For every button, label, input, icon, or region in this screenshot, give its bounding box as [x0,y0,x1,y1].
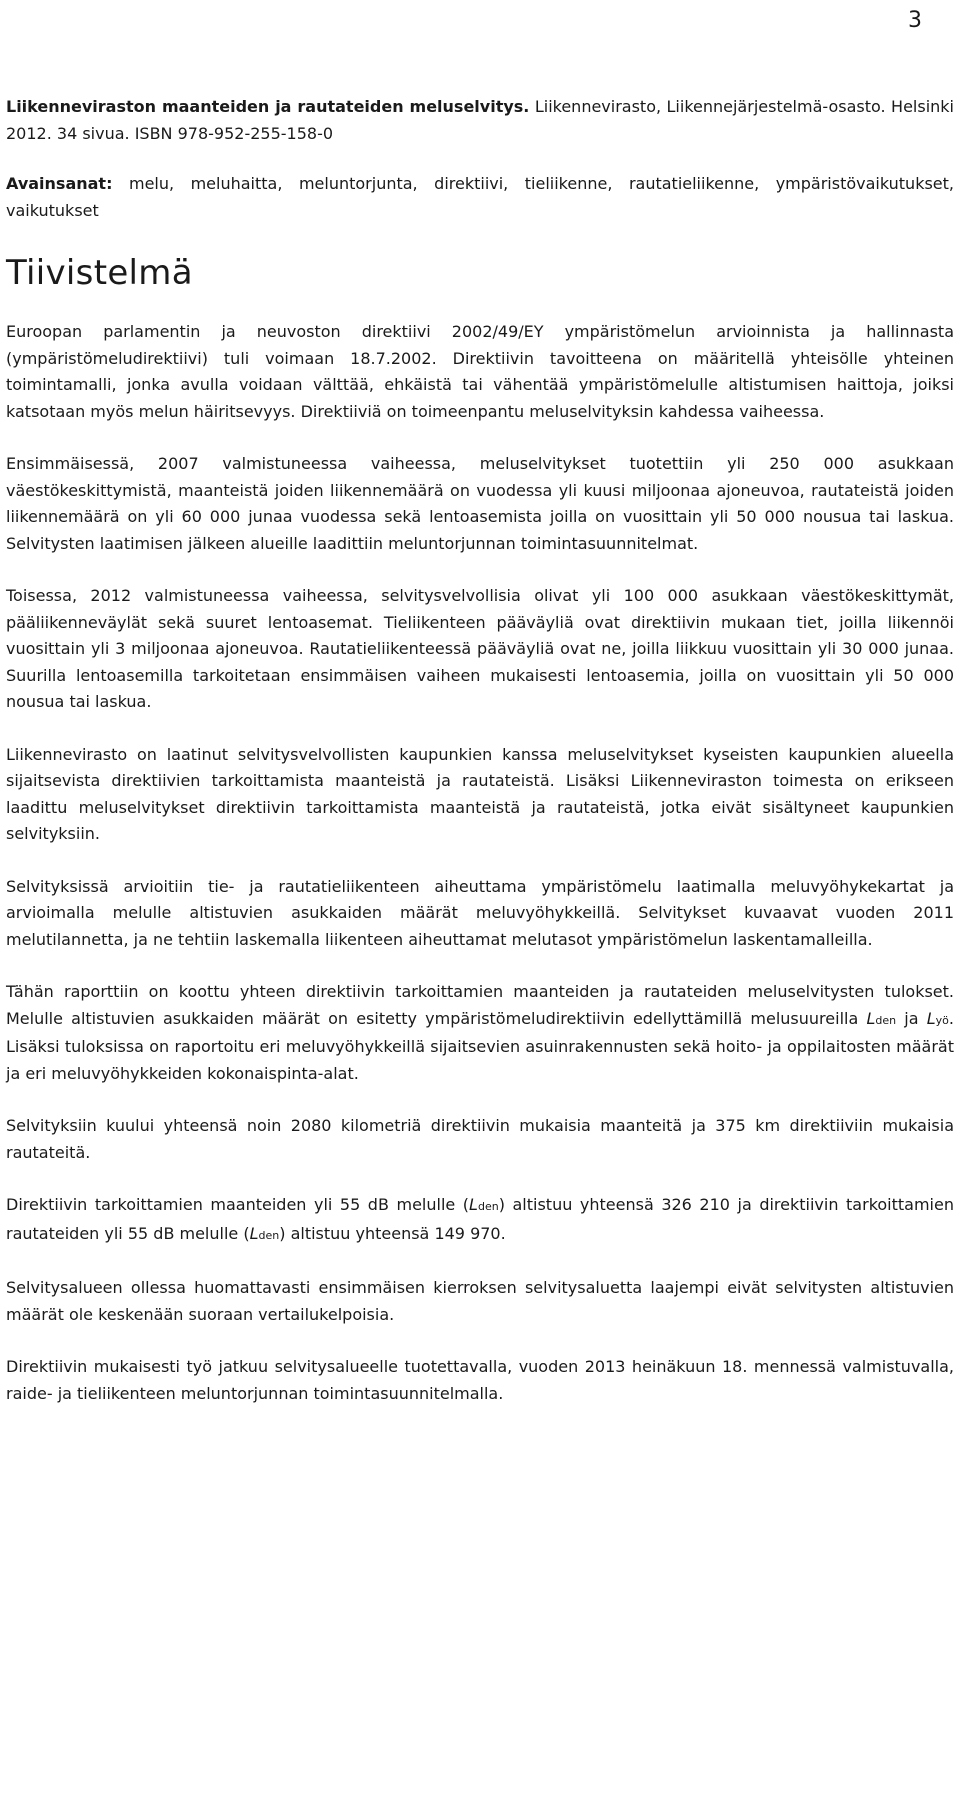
paragraph-8-text-c: ) altistuu yhteensä 149 970. [279,1223,506,1243]
page-content [6,94,954,1433]
paragraph-4: Liikennevirasto on laatinut selvitysvelvollisten kaupunkien kanssa meluselvitykset kyseisten kaupunkien alueella sijaitsevista direktiivien tarkoittamista maanteistä ja rautateistä. Lisäksi Liikenneviraston toimesta on erikseen laadittu meluselvitykset direktiivin tarkoittamista maanteistä ja rautateistä, jotka eivät sisältyneet kaupunkien selvityksiin. [6,744,954,843]
symbol-l-den: L [249,1223,259,1243]
symbol-l-yo: L [926,1008,936,1028]
paragraph-8-text-b: ) altistuu yhteensä 326 210 ja direktiivin tarkoittamien rautateiden yli 55 dB melulle ( [6,1195,954,1243]
paragraph-7: Selvityksiin kuului yhteensä noin 2080 kilometriä direktiivin mukaisia maanteitä ja 375 km direktiiviin mukaisia rautateitä. [6,1116,954,1162]
paragraph-6-text-mid: ja [896,1008,927,1028]
subscript-yo: yö [935,1013,949,1027]
page-number: 3 [908,8,922,33]
paragraph-8-text-a: Direktiivin tarkoittamien maanteiden yli 55 dB melulle ( [6,1195,470,1214]
paragraph-9: Selvitysalueen ollessa huomattavasti ensimmäisen kierroksen selvitysaluetta laajempi eivät selvitysten altistuvien määrät ole keskenään suoraan vertailukelpoisia. [6,1278,954,1324]
paragraph-3: Toisessa, 2012 valmistuneessa vaiheessa, selvitysvelvollisia olivat yli 100 000 asukkaan väestökeskittymät, pääliikenneväylät sekä suuret lentoasemat. Tieliikenteen pääväyliä ovat direktiivin mukaan tiet, joilla liikennöi vuosittain yli 3 miljoonaa ajoneuvoa. Rautatieliikenteessä pääväyliä ovat ne, joilla liikkuu vuosittain yli 30 000 junaa. Suurilla lentoasemilla tarkoitetaan ensimmäisen vaiheen mukaisesti lentoasemia, joilla on vuosittain yli 50 000 nousua tai laskua. [6,586,954,711]
subscript-den: den [477,1200,499,1213]
paragraph-10: Direktiivin mukaisesti työ jatkuu selvitysalueelle tuotettavalla, vuoden 2013 heinäkuun 18. mennessä valmistuvalla, raide- ja tieliikenteen meluntorjunnan toimintasuunnitelmalla. [6,1357,954,1403]
report-title: Liikenneviraston maanteiden ja rautateiden meluselvitys. [6,97,530,116]
section-heading: Tiivistelmä [6,253,193,293]
paragraph-6 [6,979,954,1087]
keywords-text: melu, meluhaitta, meluntorjunta, direktiivi, tieliikenne, rautatieliikenne, ympäristövaikutukset, vaikutukset [6,174,954,220]
paragraph-6-text-a: Tähän raporttiin on koottu yhteen direktiivin tarkoittamien maanteiden ja rautateiden meluselvitysten tulokset. Melulle altistuvien asukkaiden määrät on esitetty ympäristömeludirektiivin edellyttämillä melusuureilla [6,982,954,1028]
paragraph-8 [6,1192,954,1249]
symbol-l-den: L [469,1195,478,1214]
paragraph-1: Euroopan parlamentin ja neuvoston direktiivi 2002/49/EY ympäristömelun arvioinnista ja hallinnasta (ympäristömeludirektiivi) tuli voimaan 18.7.2002. Direktiivin tavoitteena on määritellä yhteisölle yhteinen toimintamalli, jonka avulla voidaan välttää, ehkäistä tai vähentää ympäristömelulle altistumisen haittoja, joiksi katsotaan myös melun häiritsevyys. Direktiiviä on toimeenpantu meluselvityksin kahdessa vaiheessa. [6,322,954,421]
paragraph-2: Ensimmäisessä, 2007 valmistuneessa vaiheessa, meluselvitykset tuotettiin yli 250 000 asukkaan väestökeskittymistä, maanteistä joiden liikennemäärä on vuodessa yli kuusi miljoonaa ajoneuvoa, rautateistä joiden liikennemäärä on yli 60 000 junaa vuodessa sekä lentoasemista joilla on vuosittain yli 50 000 nousua tai laskua. Selvitysten laatimisen jälkeen alueille laadittiin meluntorjunnan toimintasuunnitelmat. [6,454,954,553]
paragraph-6-text-b: . Lisäksi tuloksissa on raportoitu eri meluvyöhykkeillä sijaitsevien asuinrakennusten sekä hoito- ja oppilaitosten määrät ja eri meluvyöhykkeiden kokonaispinta-alat. [6,1008,954,1083]
subscript-den: den [875,1013,897,1027]
keywords-label: Avainsanat: [6,174,113,193]
symbol-l-den: L [866,1008,876,1028]
paragraph-5: Selvityksissä arvioitiin tie- ja rautatieliikenteen aiheuttama ympäristömelu laatimalla meluvyöhykekartat ja arvioimalla melulle altistuvien asukkaiden määrät meluvyöhykkeillä. Selvitykset kuvaavat vuoden 2011 melutilannetta, ja ne tehtiin laskemalla liikenteen aiheuttamat melutasot ympäristömelun laskentamalleilla. [6,876,954,949]
keywords [6,171,954,224]
subscript-den: den [258,1228,280,1242]
bibliographic-info [6,94,954,147]
publication-details: Liikennevirasto, Liikennejärjestelmä-osasto. Helsinki 2012. 34 sivua. ISBN 978-952-255-158-0 [6,97,954,143]
